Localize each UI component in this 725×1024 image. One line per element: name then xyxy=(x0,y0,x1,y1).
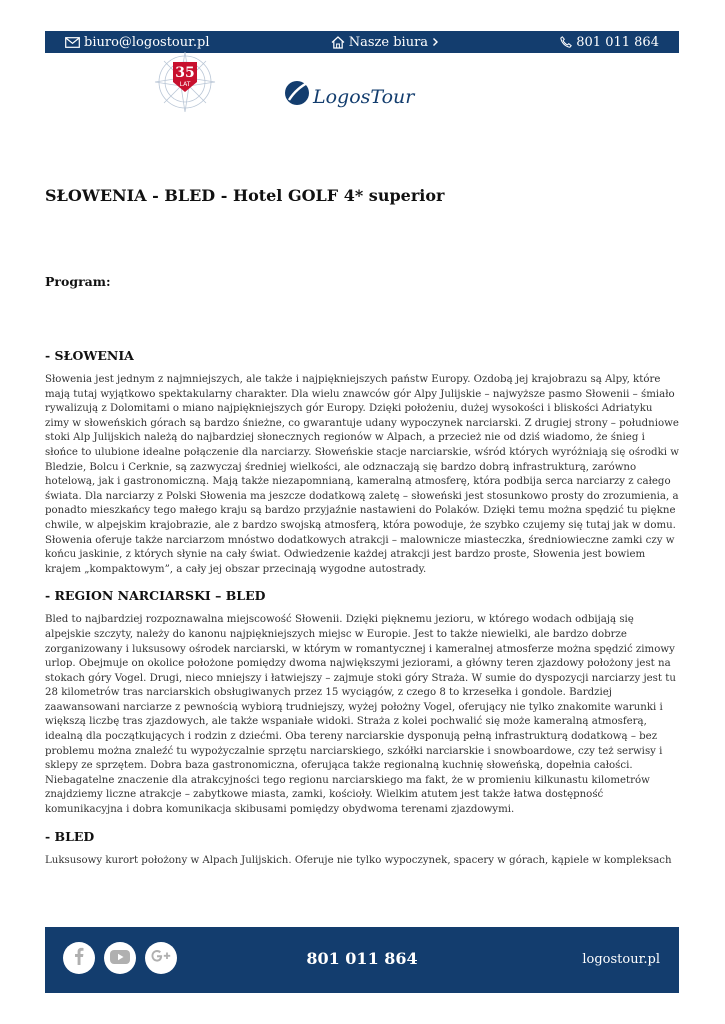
badge-text: LAT xyxy=(179,81,191,88)
program-content xyxy=(45,348,679,879)
phone-link[interactable] xyxy=(560,35,659,50)
home-icon xyxy=(331,36,345,49)
anniversary-badge xyxy=(145,52,225,116)
footer-website-link[interactable]: logostour.pl xyxy=(582,952,660,967)
email-link[interactable] xyxy=(65,35,210,50)
section-heading-ski-region: - REGION NARCIARSKI – BLED xyxy=(45,588,266,604)
chevron-right-icon xyxy=(432,37,439,47)
phone-text: 801 011 864 xyxy=(576,34,659,50)
logo-text: LogosTour xyxy=(313,86,415,108)
badge-number: 35 xyxy=(175,65,195,81)
section-text-bled: Luksusowy kurort położony w Alpach Julijskich. Oferuje nie tylko wypoczynek, spacery w górach, kąpiele w kompleksach xyxy=(45,854,672,866)
logo-emblem-icon xyxy=(285,81,309,105)
section-text-ski-region: Bled to najbardziej rozpoznawalna miejscowość Słowenii. Dzięki pięknemu jezioru, w którego wodach odbijają się alpejskie szczyty, należy do kanonu najpiękniejszych miejsc w Europie. Jest to także niewielki, ale bardzo dobrze zorganizowany i luksusowy ośrodek narciarski, w którym w romantycznej i kameralnej atmosferze można spędzić zimowy urlop. Obejmuje on okolice położone pomiędzy dwoma największymi jeziorami, a główny teren zjazdowy położony jest na stokach góry Vogel. Drugi, nieco mniejszy i łatwiejszy – zajmuje stoki góry Straża. W sumie do dyspozycji narciarzy jest tu 28 kilometrów tras narciarskich obsługiwanych przez 15 wyciągów, z czego 8 to krzesełka i gondole. Bardziej zaawansowani narciarze z pewnością wybiorą trudniejszy, wyżej położny Vogel, oferujący nie tylko znakomite warunki i większą liczbę tras zjazdowych, ale także wspaniałe widoki. Straża z kolei pochwalić się może kameralną atmosferą, idealną dla początkujących i rodzin z dziećmi. Oba tereny narciarskie dysponują pełną infrastrukturą dodatkową – bez problemu można znaleźć tu wypożyczalnie sprzętu narciarskiego, szkółki narciarskie i snowboardowe, czy też serwisy i sklepy ze sprzętem. Dobra baza gastronomiczna, oferująca także regionalną kuchnię słoweńską, dopełnia całości. Niebagatelne znaczenie dla atrakcyjności tego regionu narciarskiego ma fakt, że w promieniu kilkunastu kilometrów znajdziemy liczne atrakcje – zabytkowe miasta, zamki, kościoły. Wielkim atutem jest także łatwa dostępność komunikacyjna i dobra komunikacja skibusami pomiędzy obydwoma terenami zjazdowymi. xyxy=(45,614,676,816)
program-label: Program: xyxy=(45,274,111,289)
phone-icon xyxy=(560,36,572,48)
email-text: biuro@logostour.pl xyxy=(84,34,210,50)
envelope-icon xyxy=(65,37,80,48)
section-text-slovenia: Słowenia jest jednym z najmniejszych, ale także i najpiękniejszych państw Europy. Ozdobą jej krajobrazu są Alpy, które mają tutaj wyjątkowo spektakularny charakter. Dla wielu znawców gór Alpy Julijskie – najwyższe pasmo Słowenii – śmiało rywalizują z Dolomitami o miano najpiękniejszych gór Europy. Dzięki położeniu, dużej wysokości i bliskości Adriatyku zimy w słoweńskich górach są bardzo śnieżne, co gwarantuje udany wypoczynek narciarski. Z drugiej strony – południowe stoki Alp Julijskich należą do najbardziej słonecznych regionów w Alpach, a przecież nie od dziś wiadomo, że śnieg i słońce to ulubione idealne połączenie dla narciarzy. Słoweńskie stacje narciarskie, wśród których wyróżniają się ośrodki w Bledzie, Bolcu i Cerknie, są zazwyczaj średniej wielkości, ale odznaczają się bardzo dobrą infrastrukturą, zarówno hotelową, jak i gastronomiczną. Mają także niezapomnianą, kameralną atmosferę, która podbija serca narciarzy z całego świata. Dla narciarzy z Polski Słowenia ma jeszcze dodatkową zaletę – słoweński jest stosunkowo prosty do zrozumienia, a ponadto mieszkańcy tego małego kraju są bardzo przyjaźnie nastawieni do Polaków. Dzięki temu można spędzić tu piękne chwile, w alpejskim krajobrazie, ale z bardzo swojską atmosferą, która powoduje, że szybko czujemy się tutaj jak w domu. Słowenia oferuje także narciarzom mnóstwo dodatkowych atrakcji – malownicze miasteczka, średniowieczne zamki czy w końcu jaskinie, z których słynie na cały świat. Odwiedzenie każdej atrakcji jest bardzo proste, Słowenia jest bowiem krajem „kompaktowym”, a cały jej obszar przecinają wygodne autostrady. xyxy=(45,374,679,575)
section-heading-slovenia: - SŁOWENIA xyxy=(45,348,134,363)
logostour-logo[interactable] xyxy=(284,76,415,116)
section-heading-bled: - BLED xyxy=(45,828,95,844)
offices-text: Nasze biura xyxy=(348,34,429,50)
footer-phone[interactable]: 801 011 864 xyxy=(306,949,418,968)
offices-link[interactable] xyxy=(331,35,439,50)
footer-bar xyxy=(45,927,679,993)
page-title: SŁOWENIA - BLED - Hotel GOLF 4* superior xyxy=(45,186,445,205)
top-contact-bar xyxy=(45,31,679,53)
